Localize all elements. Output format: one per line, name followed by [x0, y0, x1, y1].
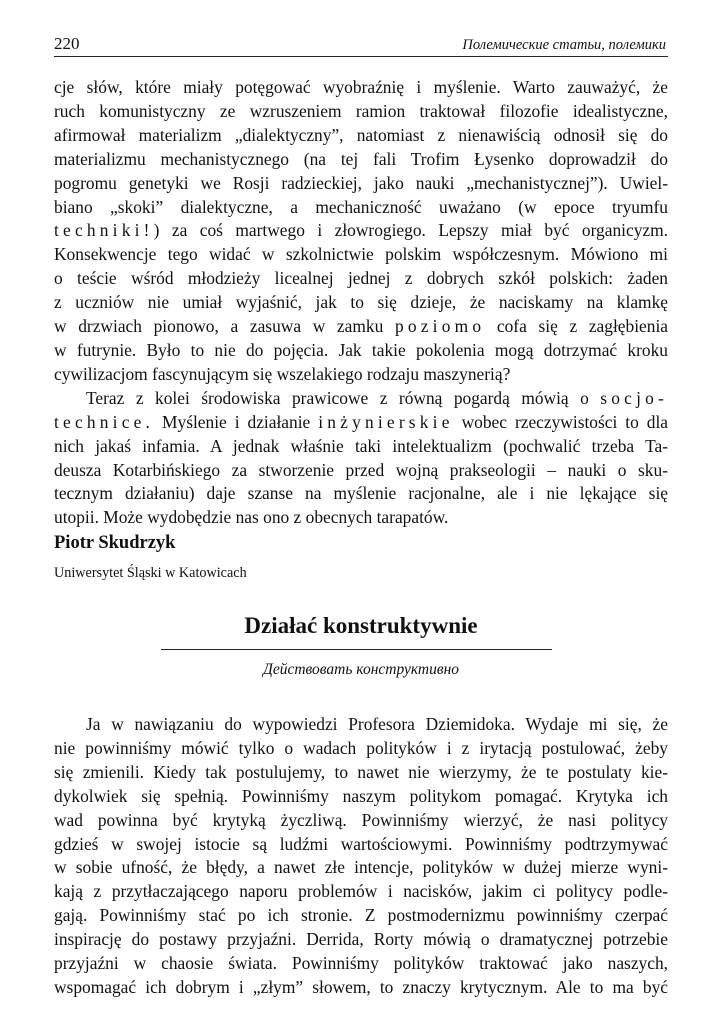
article-title: Działać konstruktywnie: [244, 613, 478, 638]
text-line: biano „skoki” dialektyczne, a mechaniczność uważano (w epoce tryumfu: [54, 196, 668, 217]
text-line: dykolwiek się spełnią. Powinniśmy naszym politykom pomagać. Krytyka ich: [54, 785, 668, 806]
spaced-emphasis: socjo-: [600, 387, 668, 408]
author-name: Piotr Skudrzyk: [54, 533, 176, 553]
article-subtitle: Действовать конструктивно: [262, 661, 460, 678]
author-affiliation: Uniwersytet Śląski w Katowicach: [54, 565, 247, 581]
spaced-emphasis: technice.: [54, 411, 155, 432]
text-line: z uczniów nie umiał wyjaśnić, jak to się dzieje, że naciskamy na klamkę: [54, 292, 668, 313]
text-line: w sobie ufność, że błędy, a nawet złe intencje, polityków w dużej mierze wyni-: [54, 857, 668, 878]
article-body: [54, 713, 668, 1000]
section-continuation: [54, 76, 668, 530]
text-line: ruch komunistyczny ze wzruszeniem ramion traktował filozofie idealistyczne,: [54, 100, 668, 121]
text-line: cje słów, które miały potęgować wyobraźnię i myślenie. Warto zauważyć, że: [54, 77, 668, 97]
text-line: Teraz z kolei środowiska prawicowe z równą pogardą mówią o socjo-: [86, 387, 668, 408]
text-line: nie powinniśmy mówić tylko o wadach polityków i z irytacją postulować, żeby: [54, 737, 668, 758]
text-line: techniki!) za coś martwego i złowrogiego. Lepszy miał być organicyzm.: [54, 220, 668, 241]
header-divider: [54, 56, 668, 57]
title-divider: [161, 649, 552, 650]
spaced-emphasis: techniki!: [54, 220, 154, 241]
text-line: utopii. Może wydobędzie nas ono z obecnych tarapatów.: [54, 507, 449, 528]
running-title: Полемические статьи, полемики: [462, 37, 666, 53]
spaced-emphasis: inżynierskie: [318, 411, 454, 432]
text-line: cywilizacjom fascynującym się wszelakiego rodzaju maszynerią?: [54, 363, 511, 384]
text-line: gdzieś w swojej istocie są ludźmi wartościowymi. Powinniśmy podtrzymywać: [54, 833, 668, 854]
paragraph-continued: [54, 76, 668, 387]
text-line: pogromu genetyki we Rosji radzieckiej, jako nauki „mechanistycznej”). Uwiel-: [54, 172, 668, 193]
text-line: tecznym działaniu) daje szanse na myślenie racjonalne, ale i nie lękające się: [54, 483, 668, 504]
text-line: wad powinna być krytyką życzliwą. Powinniśmy wierzyć, że nasi politycy: [54, 809, 668, 830]
text-line: gają. Powinniśmy stać po ich stronie. Z postmodernizmu powinniśmy czerpać: [54, 905, 668, 926]
text-line: kają z przytłaczającego naporu problemów i nacisków, jakim ci politycy podle-: [54, 881, 668, 902]
text-line: Konsekwencje tego widać w szkolnictwie polskim współczesnym. Mówiono mi: [54, 244, 668, 265]
text-line: afirmował materializm „dialektyczny”, natomiast z nienawiścią odnosił się do: [54, 124, 668, 145]
page-number: 220: [54, 34, 80, 53]
spaced-emphasis: poziomo: [394, 316, 486, 337]
text-line: nich jakaś infamia. A jednak właśnie taki intelektualizm (pochwalić trzeba Ta-: [54, 435, 668, 456]
page-header: [54, 34, 668, 56]
text-line: w futrynie. Było to nie do pojęcia. Jak takie pokolenia mogą dotrzymać kroku: [54, 339, 668, 360]
text-line: przyjaźni w chaosie świata. Powinniśmy polityków traktować jako naszych,: [54, 953, 668, 974]
text-line: o teście wśród młodzieży licealnej jednej z dobrych szkół polskich: żaden: [54, 268, 668, 289]
text-line: wspomagać ich dobrym i „złym” słowem, to znaczy krytycznym. Ale to ma być: [54, 976, 668, 997]
text-line: deusza Kotarbińskiego za stworzenie przed wojną prakseologii – nauki o sku-: [54, 459, 668, 480]
text-line: w drzwiach pionowo, a zasuwa w zamku poziomo cofa się z zagłębienia: [54, 316, 669, 337]
text-line: technice. Myślenie i działanie inżynierskie wobec rzeczywistości to dla: [54, 411, 668, 432]
text-line: inspirację do postawy przyjaźni. Derrida, Rorty mówią o dramatycznej potrzebie: [54, 929, 668, 950]
text-line: Ja w nawiązaniu do wypowiedzi Profesora Dziemidoka. Wydaje mi się, że: [86, 714, 668, 734]
text-line: się zmienili. Kiedy tak postulujemy, to nawet nie wierzymy, że te postulaty kie-: [54, 761, 668, 782]
paragraph: [54, 713, 668, 1000]
paragraph: [54, 387, 668, 530]
text-line: materializmu mechanistycznego (na tej fali Trofim Łysenko doprowadził do: [54, 148, 668, 169]
